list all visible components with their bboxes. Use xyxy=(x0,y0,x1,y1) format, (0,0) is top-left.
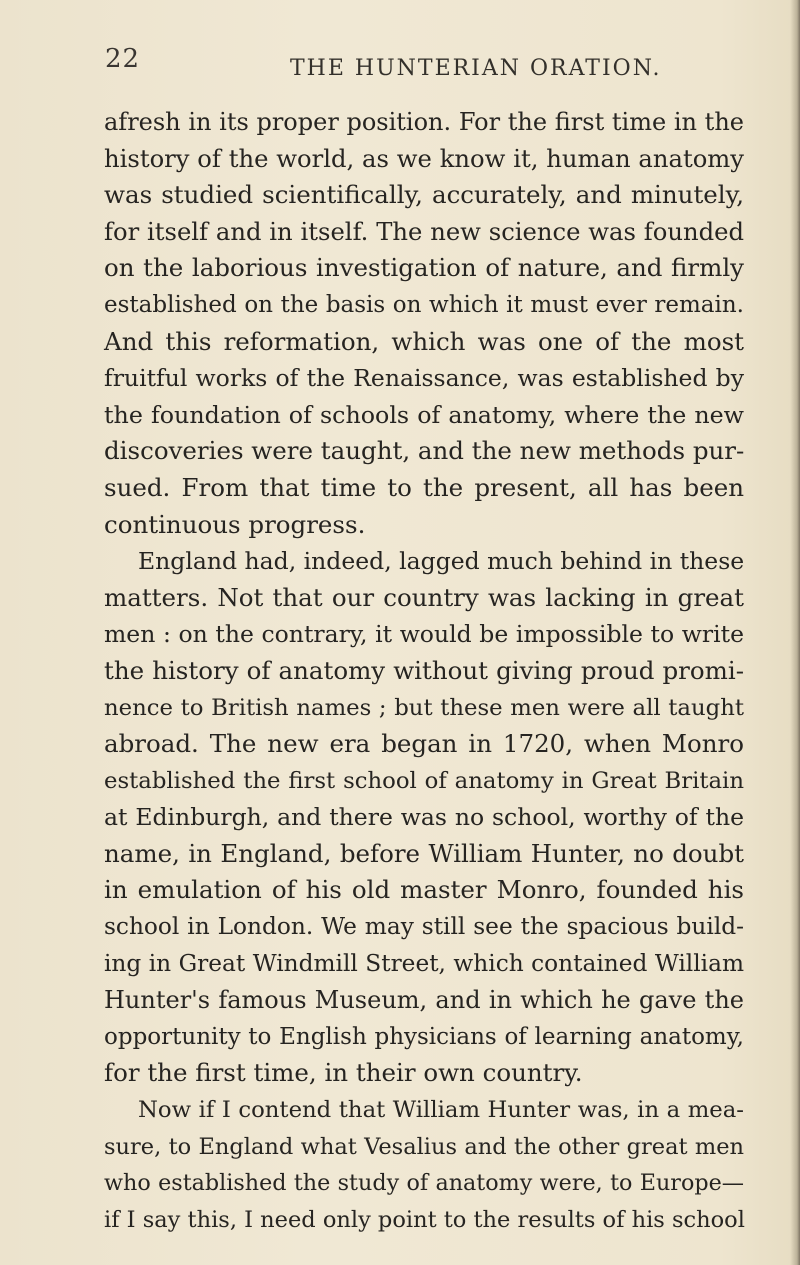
text-line: the history of anatomy without giving proud promi- xyxy=(104,655,744,685)
text-line: in emulation of his old master Monro, founded his xyxy=(104,875,744,905)
text-line: Now if I contend that William Hunter was, in a mea- xyxy=(138,1097,744,1124)
text-line: nence to British names ; but these men were all taught xyxy=(104,694,744,721)
text-line: fruitful works of the Renaissance, was established by xyxy=(104,364,744,393)
text-line: name, in England, before William Hunter, no doubt xyxy=(104,838,744,868)
page-edge-shadow xyxy=(790,0,800,1265)
text-line: school in London. We may still see the spacious build- xyxy=(104,913,744,941)
text-line: at Edinburgh, and there was no school, worthy of the xyxy=(104,803,744,832)
text-line: who established the study of anatomy were, to Europe— xyxy=(104,1170,744,1197)
text-line: history of the world, as we know it, human anatomy xyxy=(104,143,744,173)
text-line: sued. From that time to the present, all has been xyxy=(104,472,744,502)
text-line: And this reformation, which was one of the most xyxy=(104,326,744,356)
text-line: abroad. The new era began in 1720, when Monro xyxy=(104,729,744,759)
text-line: the foundation of schools of anatomy, where the new xyxy=(104,400,744,429)
text-line: on the laborious investigation of nature, and firmly xyxy=(104,253,744,283)
text-line: established the first school of anatomy in Great Britain xyxy=(104,767,744,794)
text-line: men : on the contrary, it would be impossible to write xyxy=(104,620,744,649)
text-line: afresh in its proper position. For the first time in the xyxy=(104,108,744,136)
text-line: England had, indeed, lagged much behind in these xyxy=(138,547,745,576)
text-line: was studied scientifically, accurately, and minutely, xyxy=(104,180,744,210)
text-line: matters. Not that our country was lacking in great xyxy=(104,582,744,612)
page-header xyxy=(105,44,745,88)
text-line: if I say this, I need only point to the results of his school xyxy=(104,1206,745,1233)
body-text xyxy=(104,104,744,1238)
text-line: for itself and in itself. The new science was founded xyxy=(104,216,744,246)
text-line: Hunter's famous Museum, and in which he gave the xyxy=(104,986,744,1015)
text-line: established on the basis on which it must ever remain. xyxy=(104,291,744,318)
text-line: sure, to England what Vesalius and the other great men xyxy=(104,1133,744,1160)
text-line: discoveries were taught, and the new methods pur- xyxy=(104,436,745,466)
text-line: continuous progress. xyxy=(104,509,366,539)
text-line: opportunity to English physicians of learning anatomy, xyxy=(104,1023,744,1050)
text-line: for the first time, in their own country. xyxy=(104,1058,583,1088)
running-head: THE HUNTERIAN ORATION. xyxy=(290,56,662,81)
text-line: ing in Great Windmill Street, which contained William xyxy=(104,949,744,977)
page-number: 22 xyxy=(105,44,141,74)
